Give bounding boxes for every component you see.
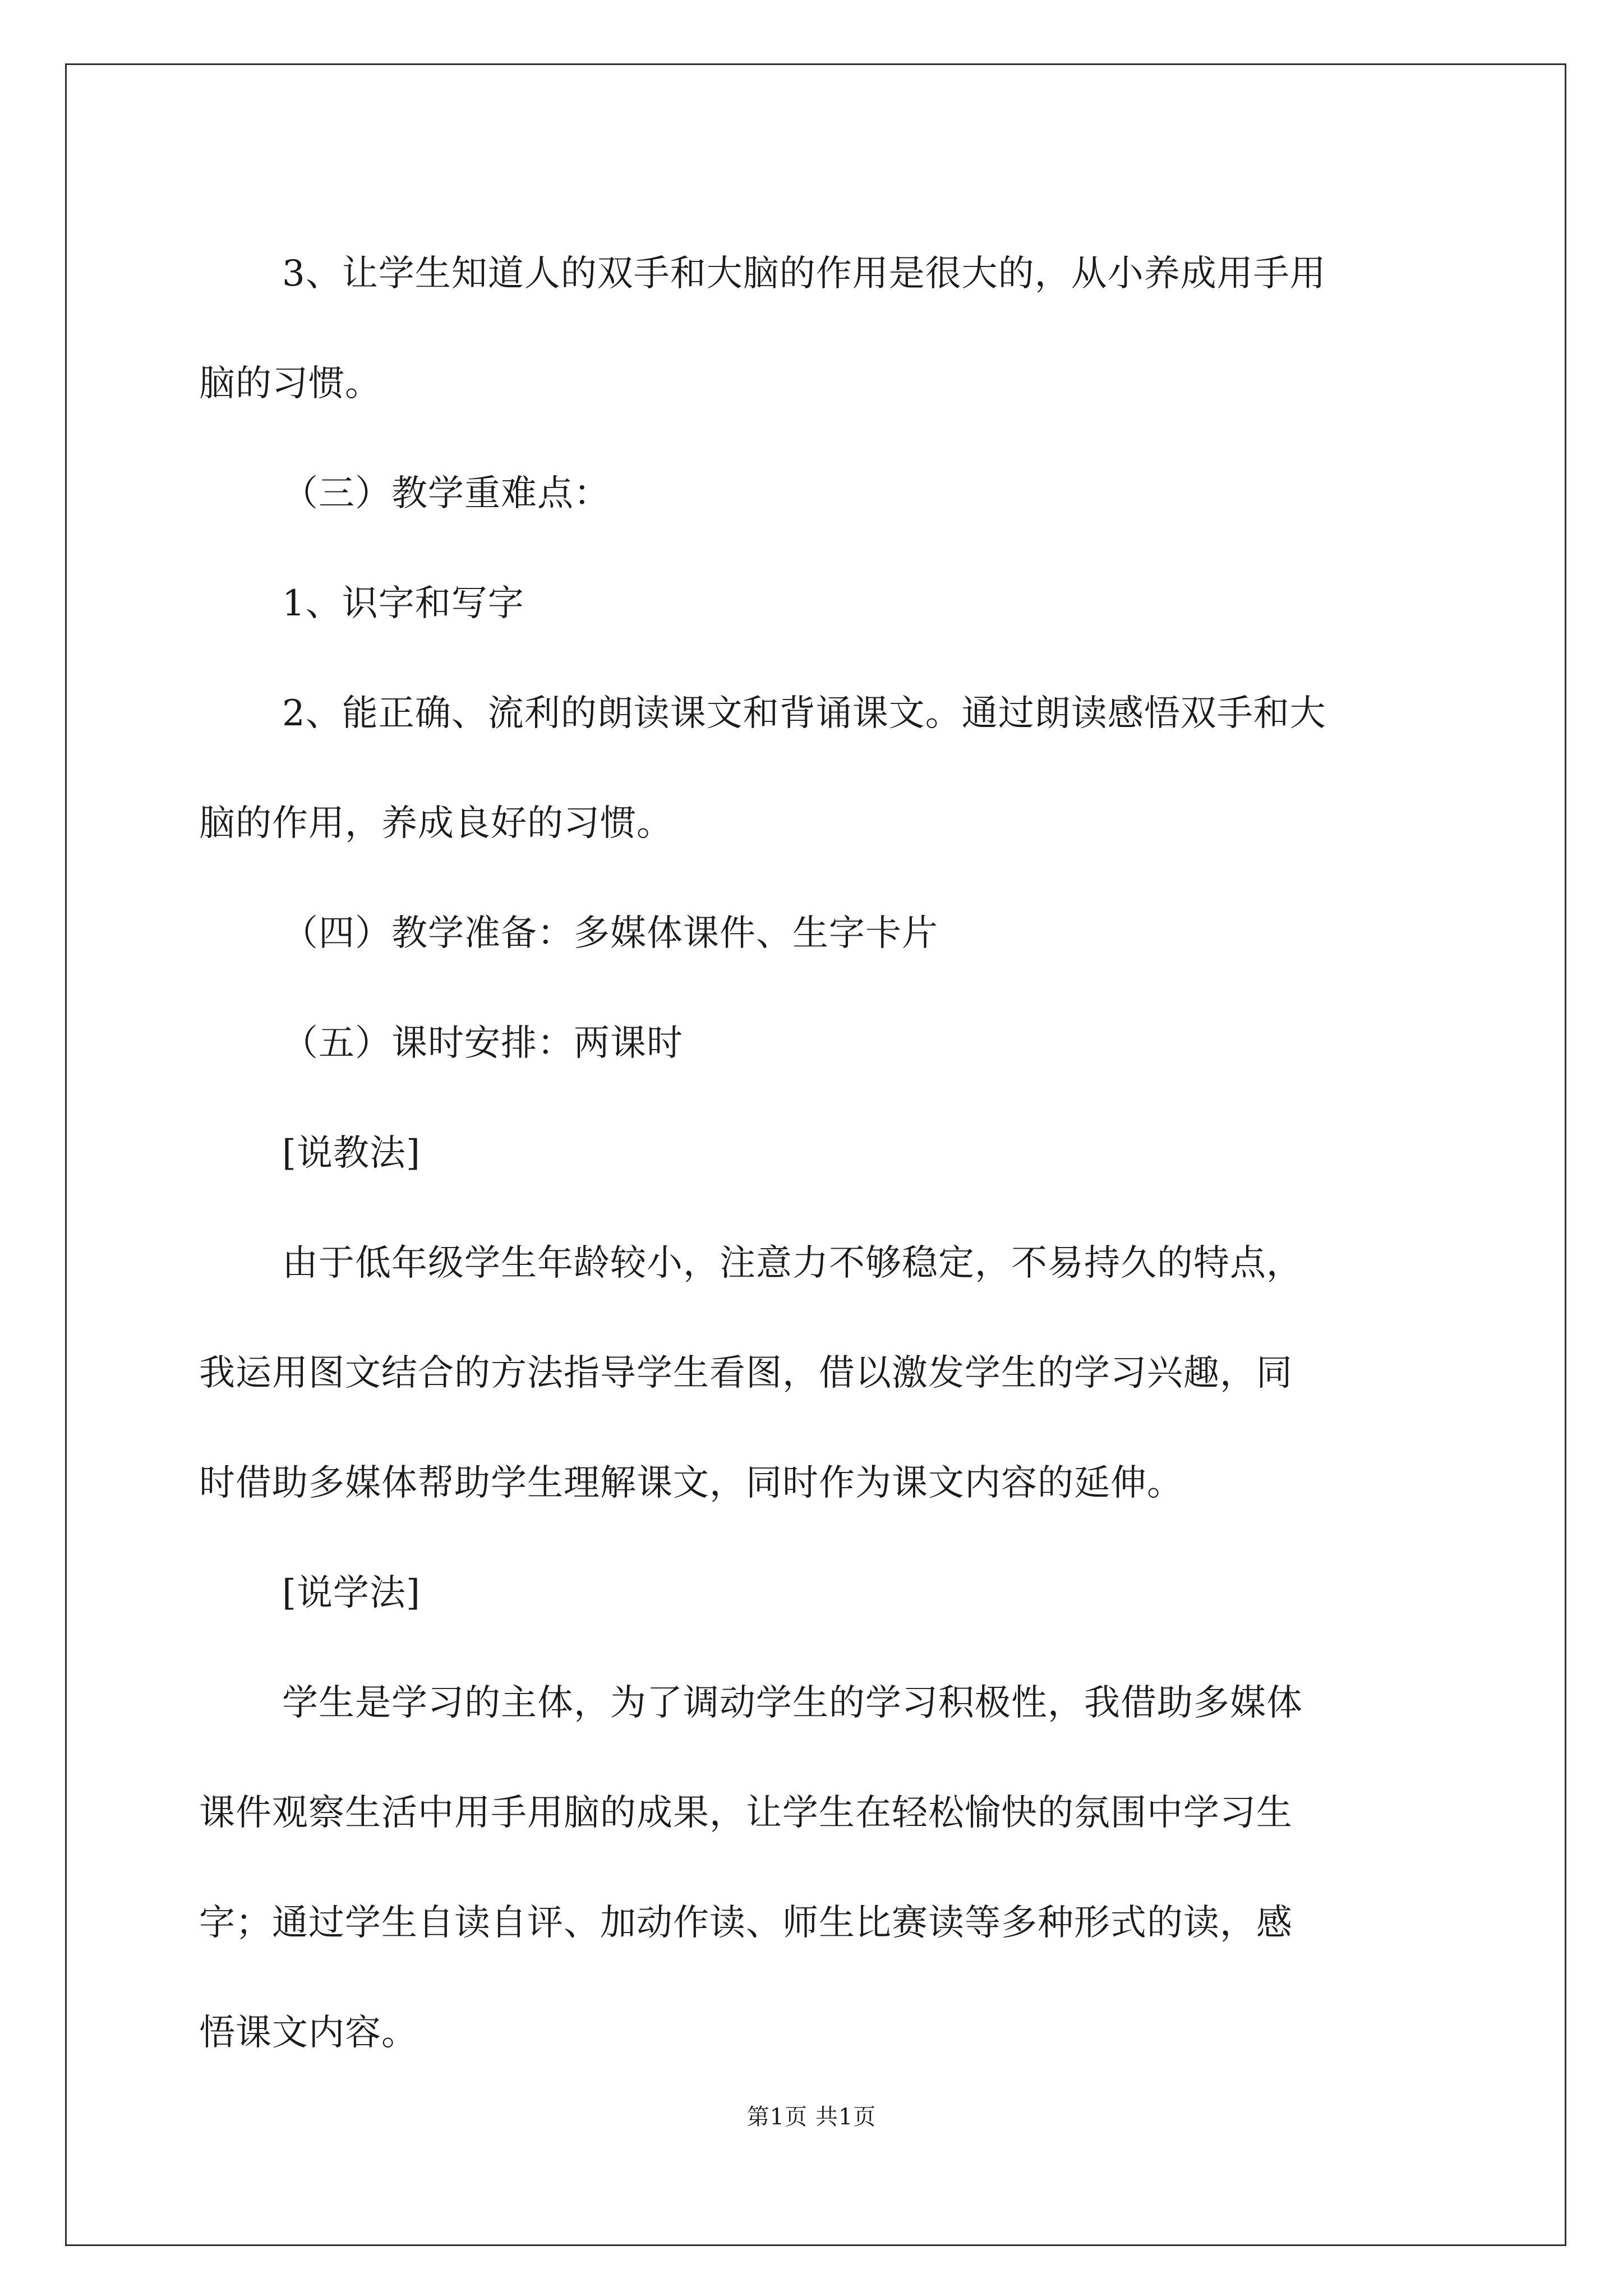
text-line: 2、能正确、流利的朗读课文和背诵课文。通过朗读感悟双手和大	[282, 693, 1326, 734]
text-line: 字；通过学生自读自评、加动作读、师生比赛读等多种形式的读，感	[199, 1902, 1293, 1944]
page-footer: 第1页 共1页	[746, 2104, 877, 2130]
text-line: 我运用图文结合的方法指导学生看图，借以激发学生的学习兴趣，同	[199, 1352, 1293, 1394]
text-line: 3、让学生知道人的双手和大脑的作用是很大的，从小养成用手用	[282, 253, 1326, 295]
section-heading: （四）教学准备：多媒体课件、生字卡片	[282, 913, 938, 954]
document-body	[199, 219, 1433, 2088]
text-line: 1、识字和写字	[282, 583, 524, 624]
text-line: 悟课文内容。	[199, 2012, 418, 2054]
text-line: 脑的习惯。	[199, 363, 381, 404]
section-heading: （五）课时安排：两课时	[282, 1023, 683, 1064]
text-line: 脑的作用，养成良好的习惯。	[199, 803, 673, 844]
text-line: 时借助多媒体帮助学生理解课文，同时作为课文内容的延伸。	[199, 1462, 1183, 1504]
text-line: 课件观察生活中用手用脑的成果，让学生在轻松愉快的氛围中学习生	[199, 1792, 1293, 1834]
section-heading: [说教法]	[282, 1133, 421, 1174]
text-line: 学生是学习的主体，为了调动学生的学习积极性，我借助多媒体	[282, 1682, 1303, 1724]
section-heading: （三）教学重难点：	[282, 473, 610, 514]
section-heading: [说学法]	[282, 1572, 421, 1614]
text-line: 由于低年级学生年龄较小，注意力不够稳定，不易持久的特点，	[282, 1243, 1303, 1284]
